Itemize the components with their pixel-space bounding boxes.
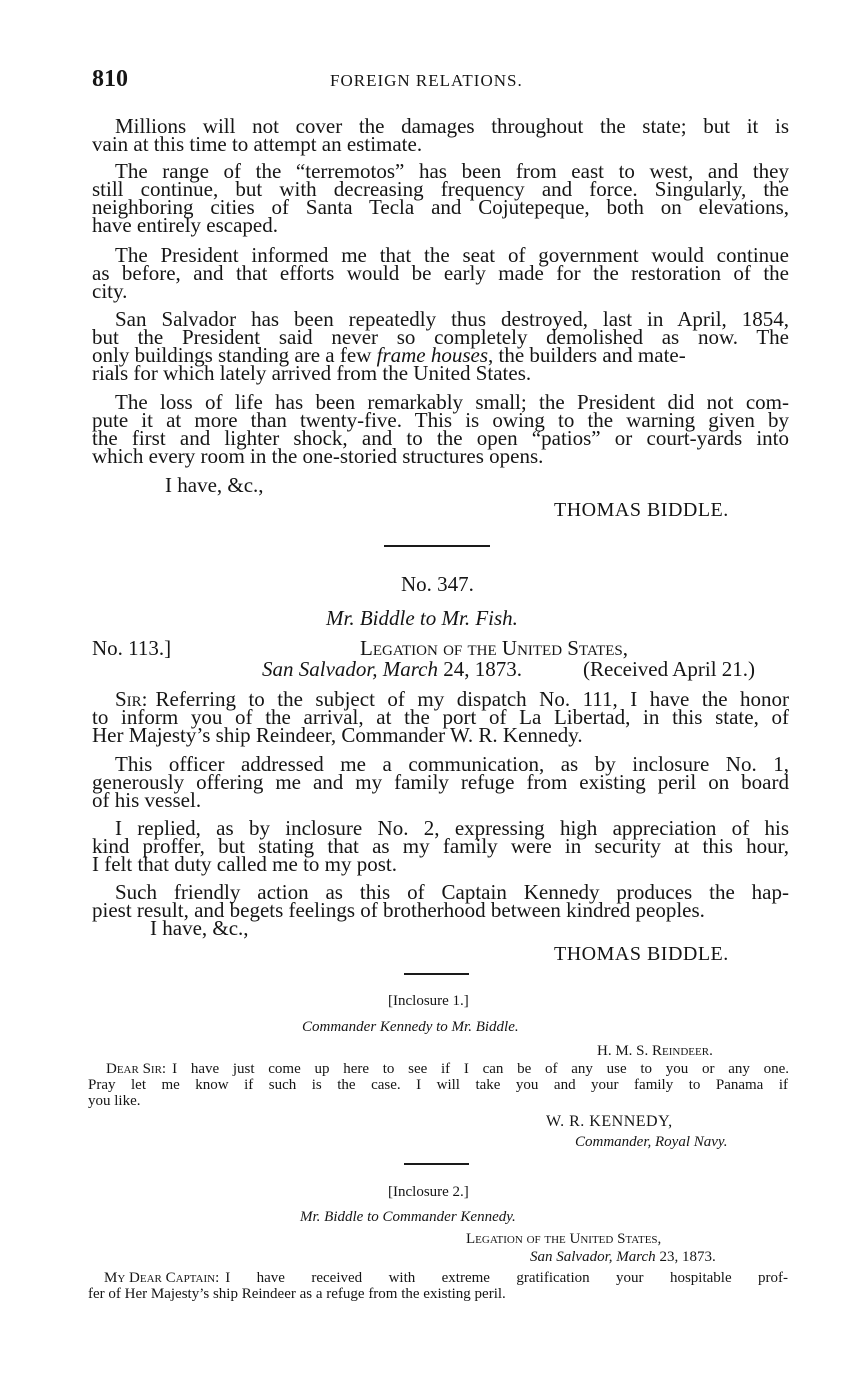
legation-line: Legation of the United States, xyxy=(466,1231,662,1247)
inclosure-heading: Commander Kennedy to Mr. Biddle. xyxy=(302,1019,519,1035)
text-line: rials for which lately arrived from the United States. xyxy=(92,361,532,385)
date-day-year: 24, 1873. xyxy=(443,657,522,681)
ship-name: H. M. S. Reindeer. xyxy=(597,1043,713,1059)
date-month: March xyxy=(616,1249,656,1265)
emphasis-text: frame houses xyxy=(376,343,489,367)
text-segment: I have received with extreme gratification your hospitable prof- xyxy=(225,1270,788,1286)
signature: W. R. KENNEDY, xyxy=(546,1113,673,1130)
text-line: city. xyxy=(92,279,128,303)
inclosure-label: [Inclosure 2.] xyxy=(388,1184,469,1200)
text-line: of his vessel. xyxy=(92,788,202,812)
text-line: The President informed me that the seat of government would continue xyxy=(115,243,789,267)
section-divider xyxy=(404,1163,469,1165)
text-line xyxy=(106,1062,789,1076)
page-number: 810 xyxy=(92,66,128,92)
date-city: San Salvador, xyxy=(262,657,378,681)
legation-line: Legation of the United States, xyxy=(360,636,629,660)
text-line: kind proffer, but stating that as my family were in security at this hour, xyxy=(92,834,789,858)
text-segment: only buildings standing are a few xyxy=(92,343,377,367)
text-line: to inform you of the arrival, at the port of La Libertad, in this state, of xyxy=(92,705,789,729)
text-line: the first and lighter shock, and to the open “patios” or court-yards into xyxy=(92,426,789,450)
text-line: which every room in the one-storied structures opens. xyxy=(92,444,544,468)
text-line: you like. xyxy=(88,1093,141,1109)
received-note: (Received April 21.) xyxy=(583,657,756,681)
text-segment: Referring to the subject of my dispatch No. 111, I have the honor xyxy=(155,687,789,711)
text-segment: , the builders and mate- xyxy=(488,343,686,367)
text-line: I felt that duty called me to my post. xyxy=(92,852,398,876)
text-line: Her Majesty’s ship Reindeer, Commander W. R. Kennedy. xyxy=(92,723,583,747)
closing: I have, &c., xyxy=(150,916,249,940)
salutation: Sir: xyxy=(115,687,148,711)
text-line: neighboring cities of Santa Tecla and Cojutepeque, both on elevations, xyxy=(92,195,789,219)
text-line: but the President said never so completely demolished as now. The xyxy=(92,325,789,349)
text-line: pute it at more than twenty-five. This is owing to the warning given by xyxy=(92,408,789,432)
signatory-title: Commander, Royal Navy. xyxy=(575,1134,728,1150)
closing: I have, &c., xyxy=(165,473,264,497)
text-line: Pray let me know if such is the case. I will take you and your family to Panama if xyxy=(88,1077,788,1093)
text-line: The range of the “terremotos” has been from east to west, and they xyxy=(115,159,789,183)
text-line: have entirely escaped. xyxy=(92,213,278,237)
text-line: fer of Her Majesty’s ship Reindeer as a refuge from the existing peril. xyxy=(88,1286,506,1302)
text-line: San Salvador has been repeatedly thus destroyed, last in April, 1854, xyxy=(115,307,789,331)
text-line: I replied, as by inclosure No. 2, expressing high appreciation of his xyxy=(115,816,789,840)
running-title: FOREIGN RELATIONS. xyxy=(330,71,523,90)
text-line: The loss of life has been remarkably small; the President did not com- xyxy=(115,390,789,414)
signature: THOMAS BIDDLE. xyxy=(554,943,729,965)
signature: THOMAS BIDDLE. xyxy=(554,499,729,521)
text-segment: I have just come up here to see if I can be of any use to you or any one. xyxy=(172,1061,789,1077)
dateline xyxy=(530,1250,716,1264)
date-month: March xyxy=(382,657,438,681)
text-line: This officer addressed me a communication, as by inclosure No. 1, xyxy=(115,752,789,776)
text-line: piest result, and begets feelings of brotherhood between kindred peoples. xyxy=(92,898,705,922)
text-line: vain at this time to attempt an estimate. xyxy=(92,132,423,156)
text-line: Such friendly action as this of Captain Kennedy produces the hap- xyxy=(115,880,789,904)
dispatch-number: No. 113.] xyxy=(92,636,172,660)
inclosure-label: [Inclosure 1.] xyxy=(388,993,469,1009)
text-line: generously offering me and my family refuge from existing peril on board xyxy=(92,770,789,794)
document-heading: Mr. Biddle to Mr. Fish. xyxy=(326,606,518,630)
text-line: still continue, but with decreasing frequency and force. Singularly, the xyxy=(92,177,789,201)
document-number: No. 347. xyxy=(401,572,474,596)
dateline xyxy=(262,657,522,681)
date-city: San Salvador, xyxy=(530,1249,613,1265)
section-divider xyxy=(404,973,469,975)
text-line: as before, and that efforts would be early made for the restoration of the xyxy=(92,261,789,285)
salutation: My Dear Captain: xyxy=(104,1270,220,1286)
date-day-year: 23, 1873. xyxy=(659,1249,716,1265)
salutation: Dear Sir: xyxy=(106,1061,167,1077)
section-divider xyxy=(384,545,490,547)
text-line: Millions will not cover the damages throughout the state; but it is xyxy=(115,114,789,138)
inclosure-heading: Mr. Biddle to Commander Kennedy. xyxy=(300,1209,516,1225)
text-line xyxy=(104,1271,788,1285)
